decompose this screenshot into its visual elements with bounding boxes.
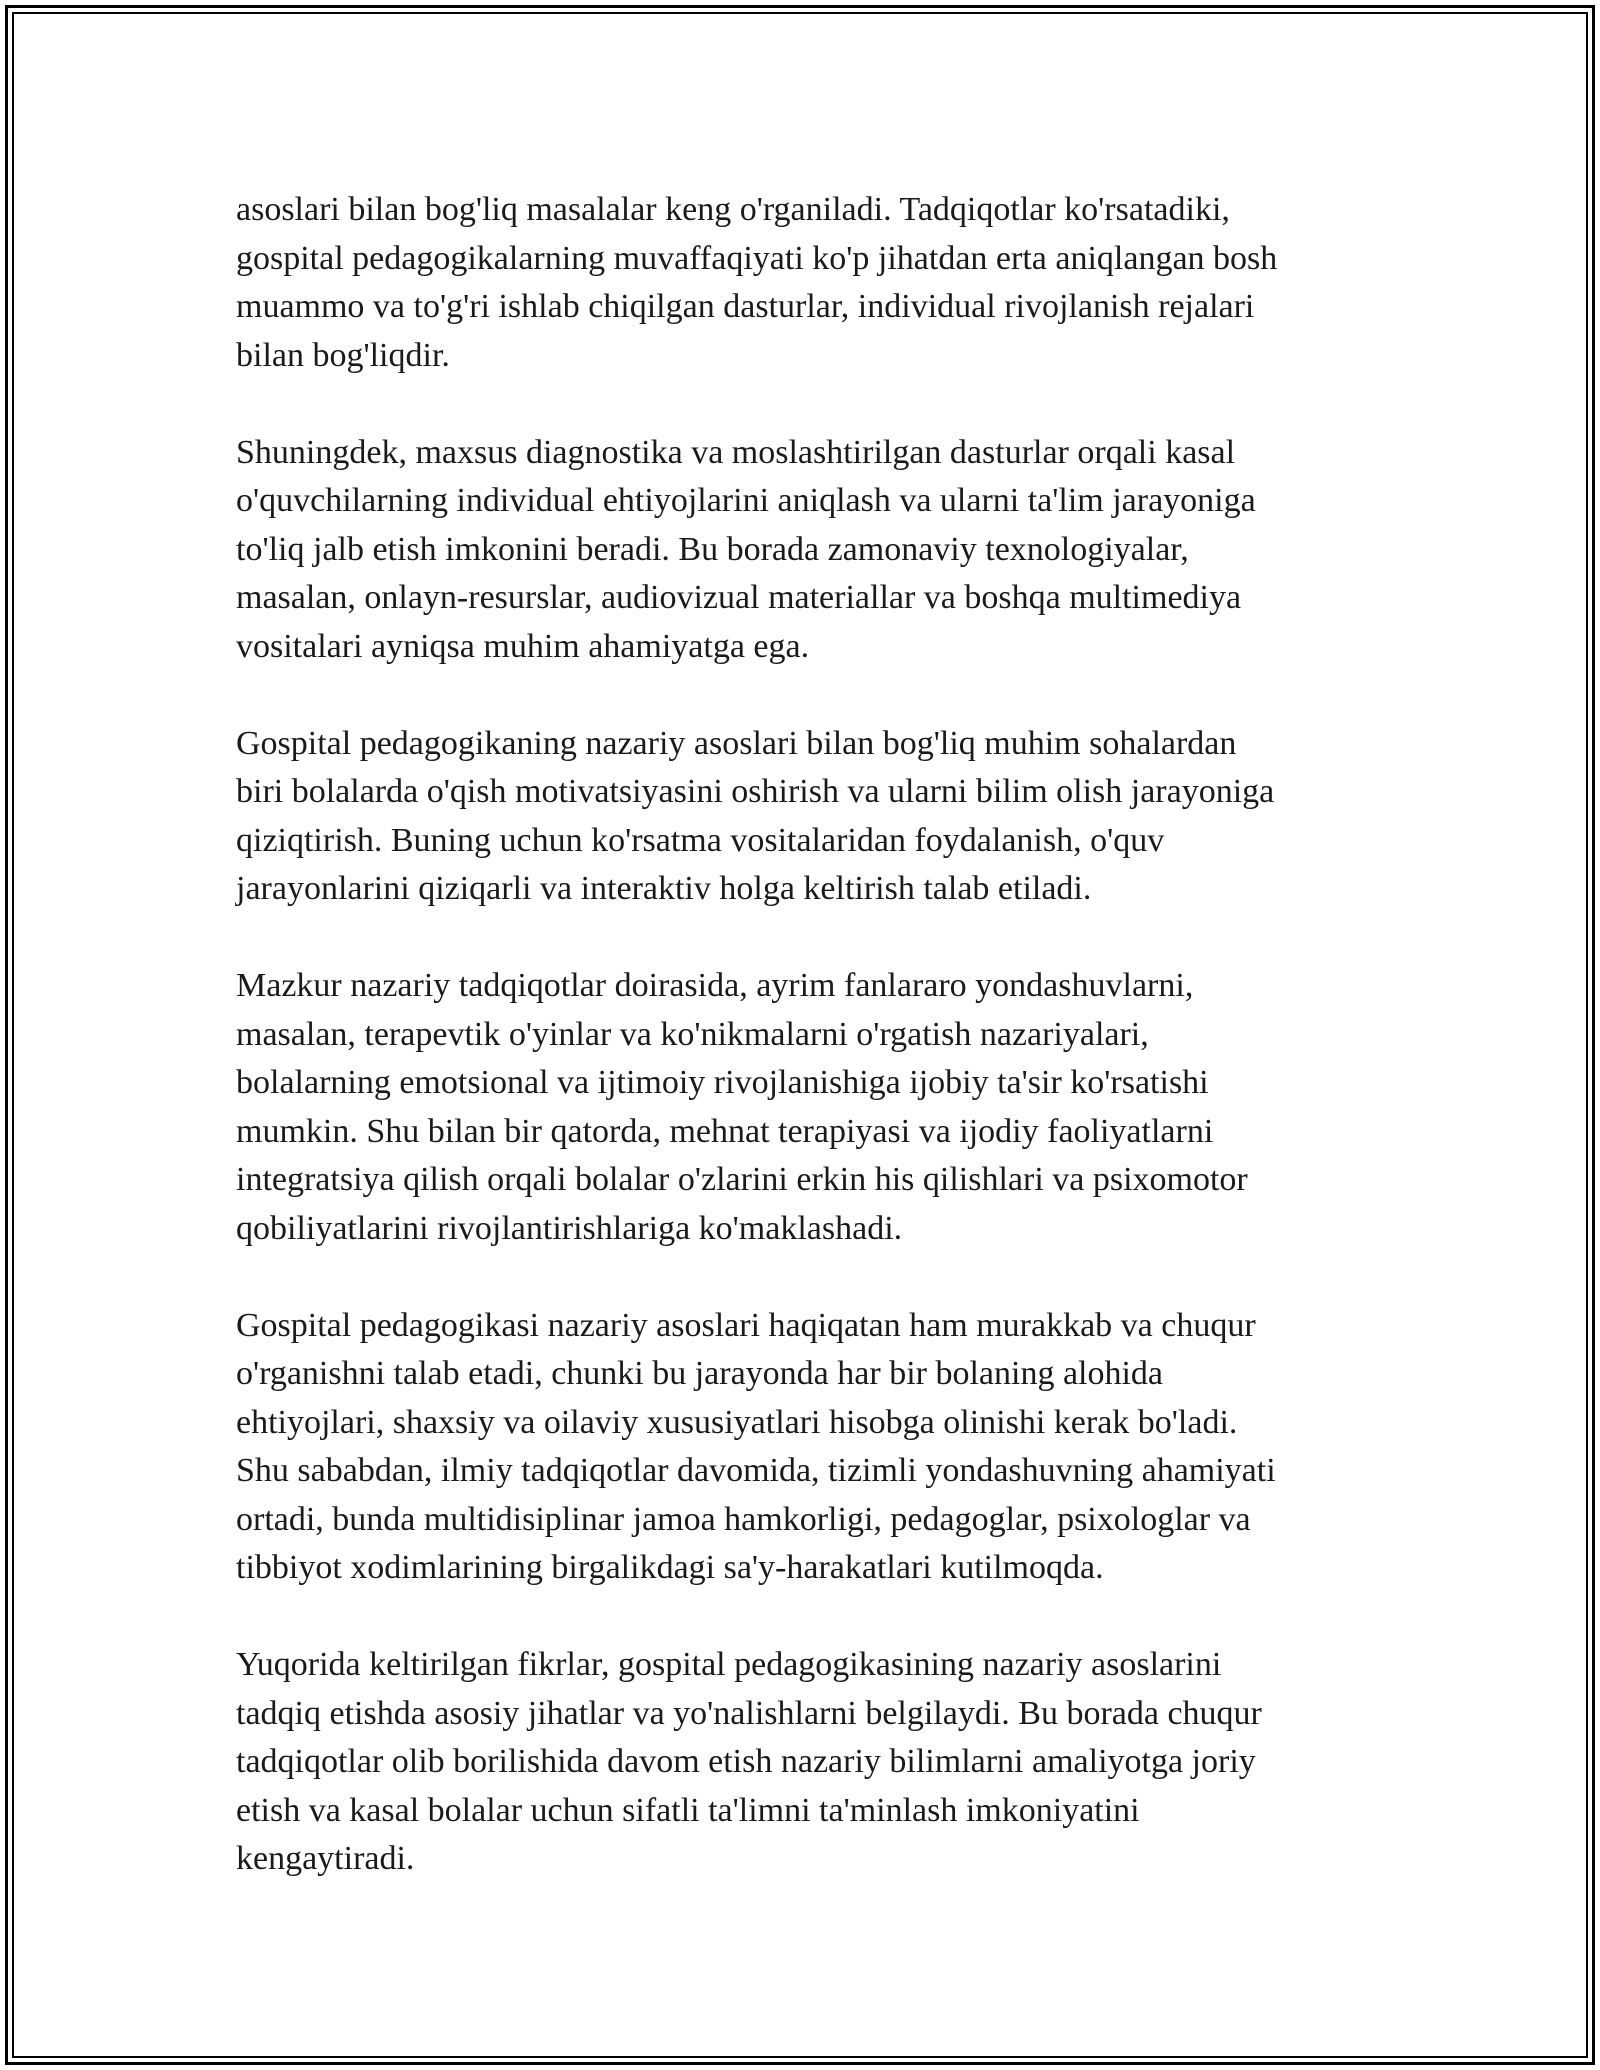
paragraph-2: Shuningdek, maxsus diagnostika va moslashtirilgan dasturlar orqali kasal o'quvchilarning individual ehtiyojlarini aniqlash va ularni ta'lim jarayoniga to'liq jalb etish imkonini beradi. Bu borada zamonaviy texnologiyalar, masalan, onlayn-resurslar, audiovizual materiallar va boshqa multimediya vositalari ayniqsa muhim ahamiyatga ega.	[236, 433, 1256, 665]
paragraph-4: Mazkur nazariy tadqiqotlar doirasida, ayrim fanlararo yondashuvlarni, masalan, terapevtik o'yinlar va ko'nikmalarni o'rgatish nazariyalari, bolalarning emotsional va ijtimoiy rivojlanishiga ijobiy ta'sir ko'rsatishi mumkin. Shu bilan bir qatorda, mehnat terapiyasi va ijodiy faoliyatlarni integratsiya qilish orqali bolalar o'zlarini erkin his qilishlari va psixomotor qobiliyatlarini rivojlantirishlariga ko'maklashadi.	[236, 967, 1248, 1247]
document-body	[236, 186, 1366, 1932]
paragraph-1: asoslari bilan bog'liq masalalar keng o'rganiladi. Tadqiqotlar ko'rsatadiki, gospital pedagogikalarning muvaffaqiyati ko'p jihatdan erta aniqlangan bosh muammo va to'g'ri ishlab chiqilgan dasturlar, individual rivojlanish rejalari bilan bog'liqdir.	[236, 191, 1278, 374]
paragraph-3: Gospital pedagogikaning nazariy asoslari bilan bog'liq muhim sohalardan biri bolalarda o'qish motivatsiyasini oshirish va ularni bilim olish jarayoniga qiziqtirish. Buning uchun ko'rsatma vositalaridan foydalanish, o'quv jarayonlarini qiziqarli va interaktiv holga keltirish talab etiladi.	[236, 724, 1275, 907]
paragraph-5: Gospital pedagogikasi nazariy asoslari haqiqatan ham murakkab va chuqur o'rganishni talab etadi, chunki bu jarayonda har bir bolaning alohida ehtiyojlari, shaxsiy va oilaviy xususiyatlari hisobga olinishi kerak bo'ladi. Shu sababdan, ilmiy tadqiqotlar davomida, tizimli yondashuvning ahamiyati ortadi, bunda multidisiplinar jamoa hamkorligi, pedagoglar, psixologlar va tibbiyot xodimlarining birgalikdagi sa'y-harakatlari kutilmoqda.	[236, 1306, 1276, 1586]
paragraph-6: Yuqorida keltirilgan fikrlar, gospital pedagogikasining nazariy asoslarini tadqiq etishda asosiy jihatlar va yo'nalishlarni belgilaydi. Bu borada chuqur tadqiqotlar olib borilishida davom etish nazariy bilimlarni amaliyotga joriy etish va kasal bolalar uchun sifatli ta'limni ta'minlash imkoniyatini kengaytiradi.	[236, 1646, 1262, 1877]
